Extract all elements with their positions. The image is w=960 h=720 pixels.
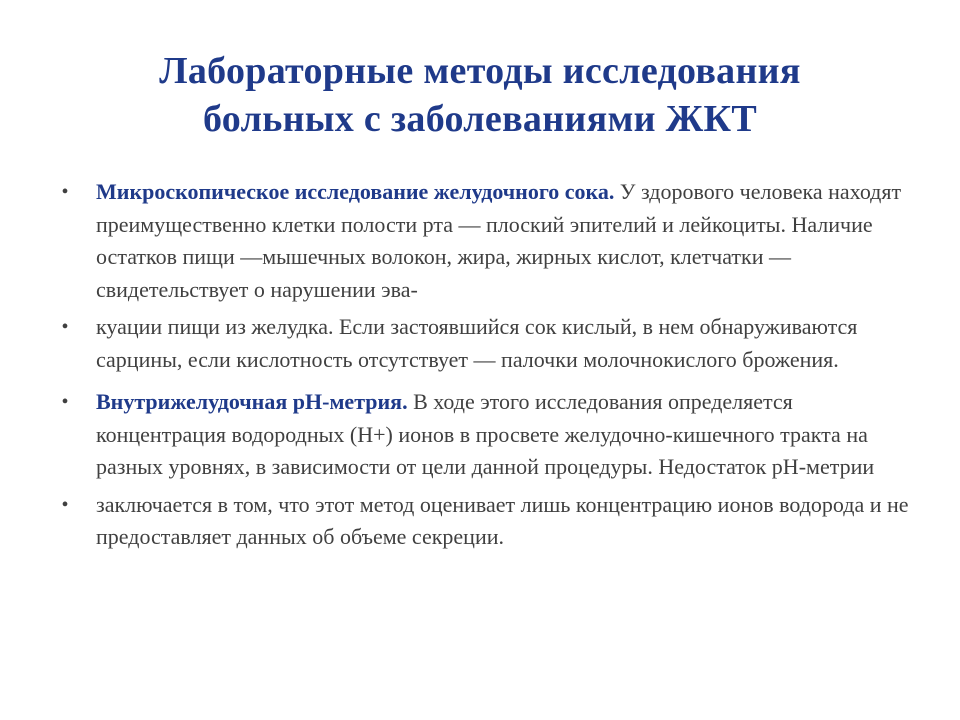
bullet-lead-text: Микроскопическое исследование желудочного сока. xyxy=(96,179,615,204)
bullet-icon: • xyxy=(61,391,69,413)
bullet-item-3 xyxy=(56,386,916,484)
bullet-body-text: куации пищи из желудка. Если застоявшийся сок кислый, в нем обнаруживаются сарцины, если кислотность отсутствует — палочки молочнокислого брожения. xyxy=(96,314,858,372)
bullet-item-1 xyxy=(56,176,916,306)
slide-title xyxy=(60,47,900,143)
bullet-body-text: У здорового человека находят преимущественно клетки полости рта — плоский эпителий и лейкоциты. Наличие остатков пищи —мышечных волокон, жира, жирных кислот, клетчатки — свидетельствует о нарушении эва- xyxy=(96,179,902,302)
bullet-icon: • xyxy=(61,181,69,203)
title-line-1: Лабораторные методы исследования xyxy=(159,50,801,92)
bullet-icon: • xyxy=(61,316,69,338)
bullet-body-text: заключается в том, что этот метод оценивает лишь концентрацию ионов водорода и не предоставляет данных об объеме секреции. xyxy=(96,491,909,549)
title-line-2: больных с заболеваниями ЖКТ xyxy=(202,98,758,140)
bullet-item-2 xyxy=(56,311,916,376)
bullet-icon: • xyxy=(61,493,69,516)
bullet-item-4 xyxy=(56,489,916,554)
bullet-list xyxy=(56,176,916,559)
bullet-body-text: В ходе этого исследования определяется концентрация водородных (Н+) ионов в просвете желудочно-кишечного тракта на разных уровнях, в зависимости от цели данной процедуры. Недостаток рН-метрии xyxy=(96,389,875,479)
bullet-lead-text: Внутрижелудочная рН-метрия. xyxy=(96,389,408,414)
